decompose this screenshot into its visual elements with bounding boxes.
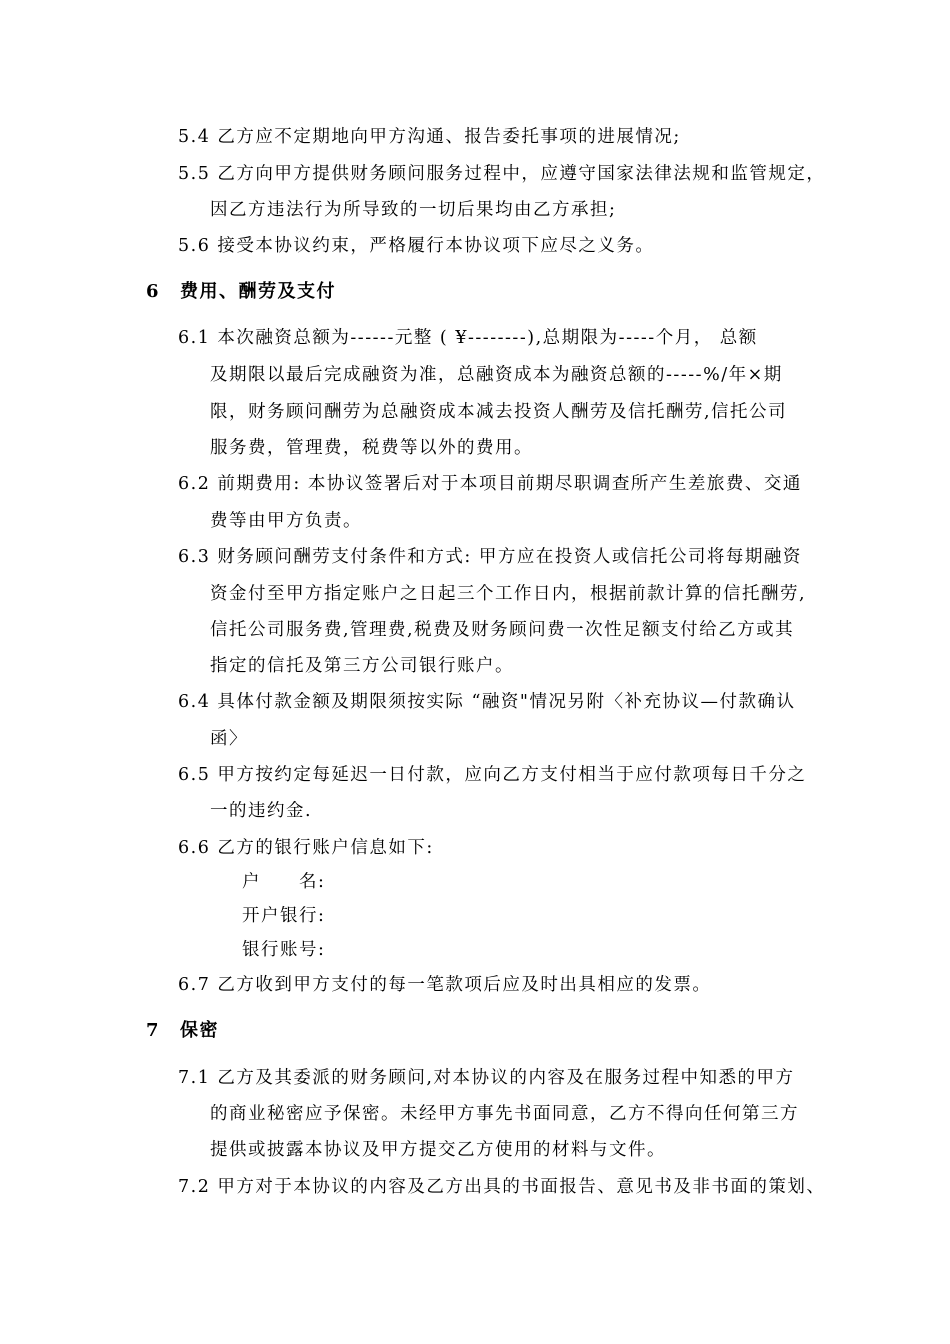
clause-6-5-cont: 一的违约金. — [210, 801, 313, 821]
clause-5-6: 5.6 接受本协议约束，严格履行本协议项下应尽之义务。 — [178, 236, 655, 256]
clause-7-1: 7.1 乙方及其委派的财务顾问,对本协议的内容及在服务过程中知悉的甲方 — [178, 1068, 795, 1088]
section-6-heading — [146, 281, 336, 303]
clause-6-1-cont: 服务费，管理费，税费等以外的费用。 — [210, 438, 533, 458]
clause-6-1-cont: 限，财务顾问酬劳为总融资成本减去投资人酬劳及信托酬劳,信托公司 — [210, 402, 788, 422]
clause-6-3-cont: 指定的信托及第三方公司银行账户。 — [210, 656, 514, 676]
clause-6-6: 6.6 乙方的银行账户信息如下: — [178, 838, 434, 858]
clause-6-7: 6.7 乙方收到甲方支付的每一笔款项后应及时出具相应的发票。 — [178, 975, 712, 995]
clause-7-2: 7.2 甲方对于本协议的内容及乙方出具的书面报告、意见书及非书面的策划、 — [178, 1177, 826, 1197]
clause-5-5: 5.5 乙方向甲方提供财务顾问服务过程中，应遵守国家法律法规和监管规定， — [178, 164, 826, 184]
clause-6-4-cont: 函〉 — [210, 729, 248, 749]
section-number: 7 — [146, 1020, 161, 1041]
section-title: 费用、酬劳及支付 — [180, 281, 336, 302]
clause-5-5-cont: 因乙方违法行为所导致的一切后果均由乙方承担; — [210, 200, 617, 220]
section-number: 6 — [146, 281, 161, 302]
clause-6-4: 6.4 具体付款金额及期限须按实际 “融资"情况另附〈补充协议—付款确认 — [178, 692, 796, 712]
clause-6-1: 6.1 本次融资总额为------元整 ( ¥--------),总期限为-----个月， 总额 — [178, 328, 758, 348]
clause-6-5: 6.5 甲方按约定每延迟一日付款，应向乙方支付相当于应付款项每日千分之 — [178, 765, 807, 785]
clause-6-3-cont: 资金付至甲方指定账户之日起三个工作日内，根据前款计算的信托酬劳, — [210, 584, 807, 604]
clause-7-1-cont: 提供或披露本协议及甲方提交乙方使用的材料与文件。 — [210, 1140, 666, 1160]
clause-6-1-cont: 及期限以最后完成融资为准，总融资成本为融资总额的-----%/年×期 — [210, 365, 783, 385]
clause-6-3: 6.3 财务顾问酬劳支付条件和方式: 甲方应在投资人或信托公司将每期融资 — [178, 547, 802, 567]
account-bank-label: 开户银行: — [242, 906, 326, 926]
clause-6-3-cont: 信托公司服务费,管理费,税费及财务顾问费一次性足额支付给乙方或其 — [210, 620, 795, 640]
section-7-heading — [146, 1020, 219, 1042]
clause-5-4: 5.4 乙方应不定期地向甲方沟通、报告委托事项的进展情况; — [178, 127, 681, 147]
clause-7-1-cont: 的商业秘密应予保密。未经甲方事先书面同意，乙方不得向任何第三方 — [210, 1104, 799, 1124]
section-title: 保密 — [180, 1020, 219, 1041]
account-name-label: 户 名: — [242, 872, 326, 892]
account-number-label: 银行账号: — [242, 940, 326, 960]
clause-6-2: 6.2 前期费用: 本协议签署后对于本项目前期尽职调查所产生差旅费、交通 — [178, 474, 802, 494]
clause-6-2-cont: 费等由甲方负责。 — [210, 511, 362, 531]
